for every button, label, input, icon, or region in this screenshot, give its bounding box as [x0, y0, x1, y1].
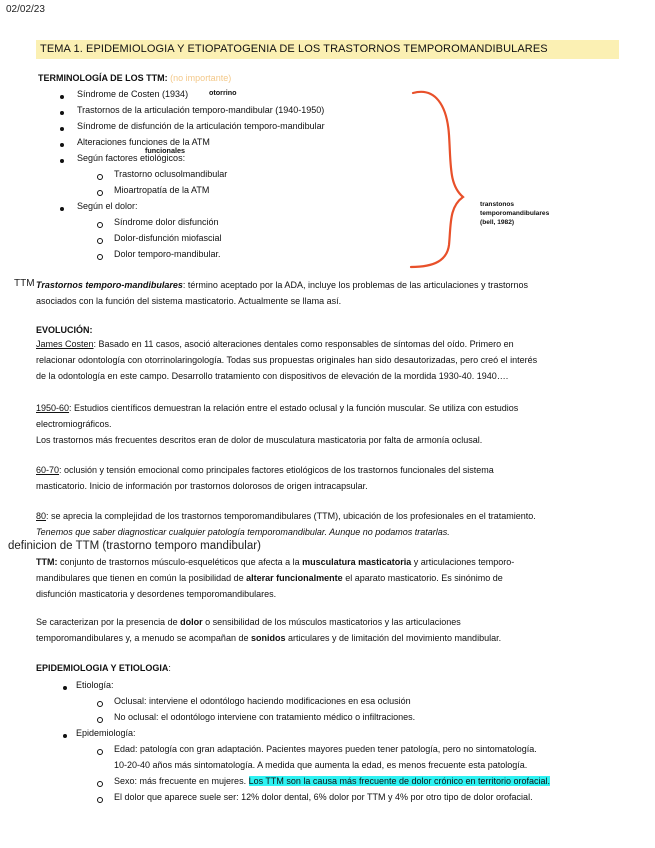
caracterizan-text: o sensibilidad de los músculos masticatorios y las articulaciones	[202, 617, 461, 627]
era-text: : Estudios científicos demuestran la relación entre el estado oclusal y la función muscular. Se utiliza con estudios	[69, 403, 519, 413]
era-1980-line	[36, 508, 536, 524]
circle-bullet-icon	[97, 222, 103, 228]
ttm-concept-line: disfunción masticatoria y desordenes temporomandibulares.	[36, 589, 277, 599]
caracterizan-bold: dolor	[180, 617, 203, 627]
era-1950-line	[36, 400, 518, 416]
caracterizan-text: Se caracterizan por la presencia de	[36, 617, 181, 627]
list-item: El dolor que aparece suele ser: 12% dolor dental, 6% dolor por TTM y 4% por otro tipo de dolor orofacial.	[114, 792, 533, 802]
ttm-concept-text: el aparato masticatorio. Es sinónimo de	[342, 573, 503, 583]
costen-text: : Basado en 11 casos, asoció alteraciones dentales como responsables de síntomas del oído. Primero en	[93, 339, 514, 349]
brace-annotation	[480, 200, 549, 227]
era-1960-line: masticatorio. Inicio de información por trastornos dolorosos de origen intracapsular.	[36, 481, 368, 491]
list-item-continuation: 10-20-40 años más sintomatología. A medida que aumenta la edad, es menos frecuente esta patología.	[114, 760, 528, 770]
highlighted-text: Los TTM son la causa más frecuente de dolor crónico en territorio orofacial.	[248, 776, 551, 786]
ttm-concept-text: mandibulares que tienen en común la posibilidad de	[36, 573, 247, 583]
terminologia-note: (no importante)	[170, 73, 232, 83]
brace-annotation-line: temporomandibulares	[480, 210, 550, 217]
era-label: 1950-60	[36, 403, 70, 413]
list-item: Dolor-disfunción miofascial	[114, 233, 222, 243]
date-stamp: 02/02/23	[6, 4, 45, 15]
brace-annotation-line: (bell, 1982)	[480, 219, 515, 226]
circle-bullet-icon	[97, 174, 103, 180]
ttm-concept-bold: musculatura masticatoria	[302, 557, 412, 567]
list-item: Edad: patología con gran adaptación. Pacientes mayores pueden tener patología, pero no sintomatología.	[114, 744, 537, 754]
circle-bullet-icon	[97, 238, 103, 244]
evolucion-heading: EVOLUCIÓN:	[36, 325, 93, 335]
ttm-concept-line	[36, 554, 514, 570]
ttm-concept-text: y articulaciones temporo-	[411, 557, 515, 567]
epidemiologia-heading-text: EPIDEMIOLOGIA Y ETIOLOGIA	[36, 663, 169, 673]
list-item: Epidemiología:	[76, 728, 136, 738]
list-item: Mioartropatía de la ATM	[114, 185, 210, 195]
epidemiologia-colon: :	[168, 663, 171, 673]
ttm-definition-line: asociados con la función del sistema masticatorio. Actualmente se llama así.	[36, 296, 342, 306]
list-item: Dolor temporo-mandibular.	[114, 249, 221, 259]
bullet-icon	[60, 207, 64, 211]
margin-note: TTM	[14, 278, 35, 289]
circle-bullet-icon	[97, 781, 103, 787]
epidemiologia-heading	[36, 660, 171, 676]
era-label: 60-70	[36, 465, 60, 475]
era-text: : se aprecia la complejidad de los trastornos temporomandibulares (TTM), ubicación de los profesionales en el tratamiento.	[46, 511, 536, 521]
circle-bullet-icon	[97, 190, 103, 196]
circle-bullet-icon	[97, 749, 103, 755]
list-item: Trastornos de la articulación temporo-mandibular (1940-1950)	[77, 105, 325, 115]
curly-brace-icon	[405, 85, 465, 270]
era-1960-line	[36, 462, 494, 478]
list-item: Alteraciones funciones de la ATM	[77, 137, 210, 147]
caracterizan-line	[36, 630, 501, 646]
era-label: 80	[36, 511, 47, 521]
definition-heading: definicion de TTM (trastorno temporo mandibular)	[8, 540, 261, 552]
caracterizan-bold: sonidos	[250, 633, 286, 643]
list-item: Síndrome de disfunción de la articulación temporo-mandibular	[77, 121, 325, 131]
ttm-concept-bold: alterar funcionalmente	[246, 573, 343, 583]
era-text: : oclusión y tensión emocional como principales factores etiológicos de los trastornos funcionales del sistema	[59, 465, 494, 475]
handwritten-annotation: otorrino	[209, 88, 237, 97]
brace-annotation-line: transtonos	[480, 201, 515, 208]
sexo-text: Sexo: más frecuente en mujeres.	[114, 776, 249, 786]
list-item: Trastorno oclusolmandibular	[114, 169, 228, 179]
list-item: Etiología:	[76, 680, 114, 690]
bullet-icon	[63, 734, 67, 738]
circle-bullet-icon	[97, 797, 103, 803]
list-item: Según el dolor:	[77, 201, 138, 211]
circle-bullet-icon	[97, 717, 103, 723]
caracterizan-text: articulares y de limitación del movimiento mandibular.	[285, 633, 502, 643]
list-item: Síndrome dolor disfunción	[114, 217, 219, 227]
page-title: TEMA 1. EPIDEMIOLOGIA Y ETIOPATOGENIA DE LOS TRASTORNOS TEMPOROMANDIBULARES	[40, 43, 548, 55]
bullet-icon	[60, 143, 64, 147]
ttm-definition-line	[36, 277, 528, 293]
ttm-def-text: : término aceptado por la ADA, incluye los problemas de las articulaciones y trastornos	[182, 280, 529, 290]
caracterizan-line	[36, 614, 461, 630]
bullet-icon	[60, 95, 64, 99]
terminologia-heading	[38, 73, 231, 83]
bullet-icon	[60, 127, 64, 131]
list-item: Según factores etiológicos:	[77, 153, 186, 163]
costen-line: de la odontología en este campo. Desarrollo tratamiento con dispositivos de elevación de la mordida 1930-40. 1940….	[36, 371, 509, 381]
list-item: Oclusal: interviene el odontólogo haciendo modificaciones en esa oclusión	[114, 696, 411, 706]
ttm-term: Trastornos temporo-mandibulares	[36, 280, 183, 290]
era-1950-line: Los trastornos más frecuentes descritos eran de dolor de musculatura masticatoria por falta de armonía oclusal.	[36, 435, 483, 445]
list-item: Síndrome de Costen (1934)	[77, 89, 189, 99]
costen-name: James Costen	[36, 339, 94, 349]
handwritten-annotation: funcionales	[145, 146, 185, 155]
terminologia-heading-text: TERMINOLOGÍA DE LOS TTM:	[38, 73, 168, 83]
era-1950-line: electromiográficos.	[36, 419, 112, 429]
bullet-icon	[60, 159, 64, 163]
circle-bullet-icon	[97, 701, 103, 707]
bullet-icon	[63, 686, 67, 690]
ttm-concept-term: TTM:	[36, 557, 58, 567]
ttm-concept-line	[36, 570, 503, 586]
circle-bullet-icon	[97, 254, 103, 260]
caracterizan-text: temporomandibulares y, a menudo se acompañan de	[36, 633, 251, 643]
bullet-icon	[60, 111, 64, 115]
era-1980-line: Tenemos que saber diagnosticar cualquier patología temporomandibular. Aunque no podamos tratarlas.	[36, 527, 450, 537]
costen-line: relacionar odontología con otorrinolaringología. Todas sus propuestas originales han sido desautorizadas, pero creó el interés	[36, 355, 538, 365]
ttm-concept-text: conjunto de trastornos músculo-esqueléticos que afecta a la	[57, 557, 303, 567]
costen-line	[36, 336, 514, 352]
list-item: No oclusal: el odontólogo interviene con tratamiento médico o infiltraciones.	[114, 712, 416, 722]
list-item	[114, 773, 550, 789]
